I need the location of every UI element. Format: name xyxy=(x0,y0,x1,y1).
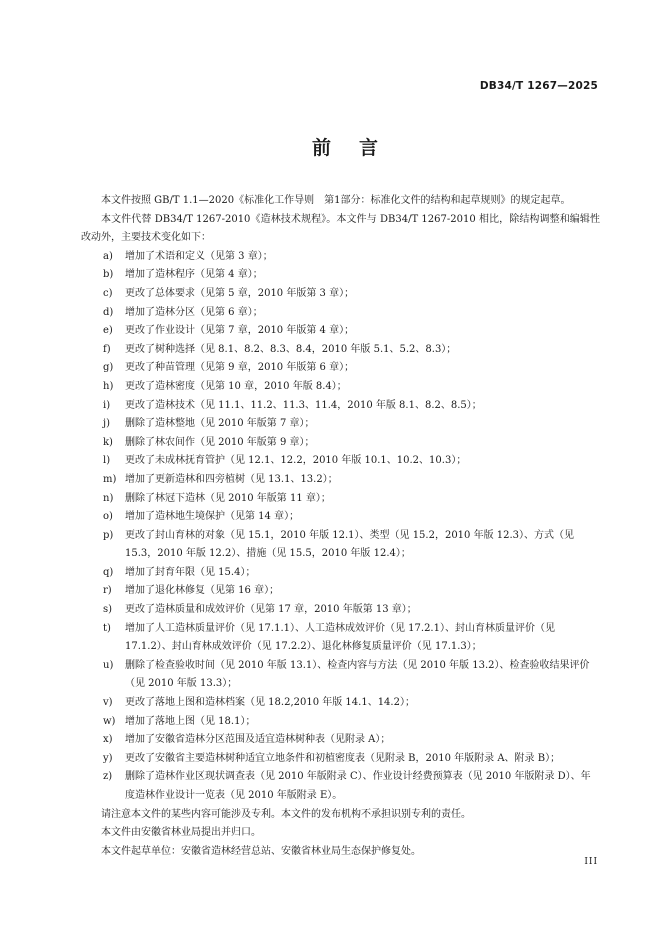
list-item-text: 删除了检查验收时间（见 2010 年版 13.1）、检查内容与方法（见 2010 年版 13.2）、检查验收结果评价（见 2010 年版 13.3）； xyxy=(125,659,590,690)
list-item-marker: m) xyxy=(103,473,117,485)
page-number: III xyxy=(584,857,598,867)
list-item-marker: u) xyxy=(103,659,114,671)
list-item-text: 增加了安徽省造林分区范围及适宜造林树种表（见附录 A）； xyxy=(125,734,391,746)
list-item-text: 更改了封山育林的对象（见 15.1，2010 年版 12.1）、类型（见 15.2，2010 年版 12.3）、方式（见 15.3，2010 年版 12.2）、措施（见 15.5，2010 年版 12.4）； xyxy=(125,529,575,560)
list-item-marker: z) xyxy=(103,771,113,783)
list-item-marker: h) xyxy=(103,380,114,392)
list-item xyxy=(81,397,600,416)
list-item-marker: b) xyxy=(103,269,114,281)
list-item-marker: c) xyxy=(103,287,113,299)
list-item-text: 删除了造林整地（见 2010 年版第 7 章）； xyxy=(125,418,315,430)
list-item-marker: r) xyxy=(103,585,112,597)
closing-paragraph: 本文件由安徽省林业局提出并归口。 xyxy=(101,827,261,839)
list-item-marker: o) xyxy=(103,511,113,523)
list-item-text: 增加了造林分区（见第 6 章）； xyxy=(125,306,263,318)
list-item-text: 更改了种苗管理（见第 9 章，2010 年版第 6 章）； xyxy=(125,362,355,374)
list-item xyxy=(81,248,600,267)
list-item-marker: f) xyxy=(103,343,111,355)
list-item-marker: g) xyxy=(103,362,114,374)
list-item xyxy=(81,731,600,750)
list-item-text: 更改了造林技术（见 11.1、11.2、11.3、11.4，2010 年版 8.1、8.2、8.5）； xyxy=(125,399,482,411)
list-item-marker: d) xyxy=(103,306,114,318)
list-item xyxy=(81,527,600,564)
list-item-marker: l) xyxy=(103,455,111,467)
list-item-text: 更改了树种选择（见 8.1、8.2、8.3、8.4，2010 年版 5.1、5.2、8.3）； xyxy=(125,343,457,355)
page-title: 前言 xyxy=(311,137,406,159)
changes-list xyxy=(81,248,600,806)
list-item xyxy=(81,285,600,304)
list-item xyxy=(81,266,600,285)
list-item-text: 增加了术语和定义（见第 3 章）； xyxy=(125,250,273,262)
list-item xyxy=(81,582,600,601)
list-item xyxy=(81,750,600,769)
list-item xyxy=(81,341,600,360)
list-item xyxy=(81,508,600,527)
list-item xyxy=(81,322,600,341)
list-item-marker: p) xyxy=(103,529,114,541)
list-item-text: 增加了造林程序（见第 4 章）； xyxy=(125,269,263,281)
list-item xyxy=(81,304,600,323)
list-item-text: 增加了更新造林和四旁植树（见 13.1、13.2）； xyxy=(125,473,338,485)
list-item-marker: j) xyxy=(103,418,111,430)
list-item-marker: i) xyxy=(103,399,111,411)
list-item-text: 增加了封育年限（见 15.4）； xyxy=(125,566,256,578)
list-item xyxy=(81,378,600,397)
list-item xyxy=(81,564,600,583)
list-item-text: 删除了林冠下造林（见 2010 年版第 11 章）； xyxy=(125,492,331,504)
list-item-text: 更改了安徽省主要造林树种适宜立地条件和初植密度表（见附录 B，2010 年版附录 A、附录 B）； xyxy=(125,752,561,764)
list-item xyxy=(81,434,600,453)
list-item xyxy=(81,620,600,657)
list-item-text: 更改了造林密度（见第 10 章，2010 年版 8.4）； xyxy=(125,380,347,392)
list-item-marker: n) xyxy=(103,492,114,504)
list-item-text: 更改了造林质量和成效评价（见第 17 章，2010 年版第 13 章）； xyxy=(125,604,417,616)
list-item-marker: y) xyxy=(103,752,113,764)
list-item-text: 增加了退化林修复（见第 16 章）； xyxy=(125,585,280,597)
list-item xyxy=(81,359,600,378)
list-item-marker: t) xyxy=(103,622,111,634)
list-item-text: 增加了人工造林质量评价（见 17.1.1）、人工造林成效评价（见 17.2.1）、封山育林质量评价（见 17.1.2）、封山育林成效评价（见 17.2.2）、退化林修复质量评价（见 17.1.3）； xyxy=(125,622,555,653)
closing-paragraph: 本文件起草单位：安徽省造林经营总站、安徽省林业局生态保护修复处。 xyxy=(101,845,421,857)
list-item-text: 删除了林农间作（见 2010 年版第 9 章）； xyxy=(125,436,315,448)
intro-paragraph: 本文件按照 GB/T 1.1—2020《标准化工作导则 第1部分：标准化文件的结构和起草规则》的规定起草。 xyxy=(101,195,571,206)
list-item-text: 增加了落地上图（见 18.1）； xyxy=(125,715,256,727)
list-item-text: 更改了总体要求（见第 5 章，2010 年版第 3 章）； xyxy=(125,287,355,299)
list-item xyxy=(81,471,600,490)
list-item-marker: e) xyxy=(103,325,113,337)
list-item-text: 增加了造林地生境保护（见第 14 章）； xyxy=(125,511,300,523)
document-code: DB34/T 1267—2025 xyxy=(479,80,598,92)
list-item-text: 删除了造林作业区现状调查表（见 2010 年版附录 C）、作业设计经费预算表（见 2010 年版附录 D）、年度造林作业设计一览表（见 2010 年版附录 E）。 xyxy=(125,771,591,801)
list-item-text: 更改了作业设计（见第 7 章，2010 年版第 4 章）； xyxy=(125,325,355,337)
list-item-marker: q) xyxy=(103,566,114,578)
list-item-text: 更改了未成林抚育管护（见 12.1、12.2，2010 年版 10.1、10.2、10.3）； xyxy=(125,455,467,467)
list-item-marker: w) xyxy=(103,715,116,727)
list-item xyxy=(81,713,600,732)
list-item xyxy=(81,452,600,471)
list-item xyxy=(81,657,600,694)
list-item xyxy=(81,768,600,805)
list-item-marker: x) xyxy=(103,734,113,746)
list-item-marker: a) xyxy=(103,250,113,262)
list-item xyxy=(81,601,600,620)
list-item-marker: v) xyxy=(103,697,113,709)
list-item-marker: k) xyxy=(103,436,113,448)
list-item xyxy=(81,694,600,713)
list-item xyxy=(81,490,600,509)
list-item-marker: s) xyxy=(103,604,113,616)
intro-paragraph: 本文件代替 DB34/T 1267-2010《造林技术规程》。本文件与 DB34/T 1267-2010 相比，除结构调整和编辑性改动外，主要技术变化如下： xyxy=(81,213,600,244)
list-item xyxy=(81,415,600,434)
document-body xyxy=(81,192,600,861)
closing-paragraph: 请注意本文件的某些内容可能涉及专利。本文件的发布机构不承担识别专利的责任。 xyxy=(101,808,471,820)
list-item-text: 更改了落地上图和造林档案（见 18.2,2010 年版 14.1、14.2）； xyxy=(125,697,415,709)
